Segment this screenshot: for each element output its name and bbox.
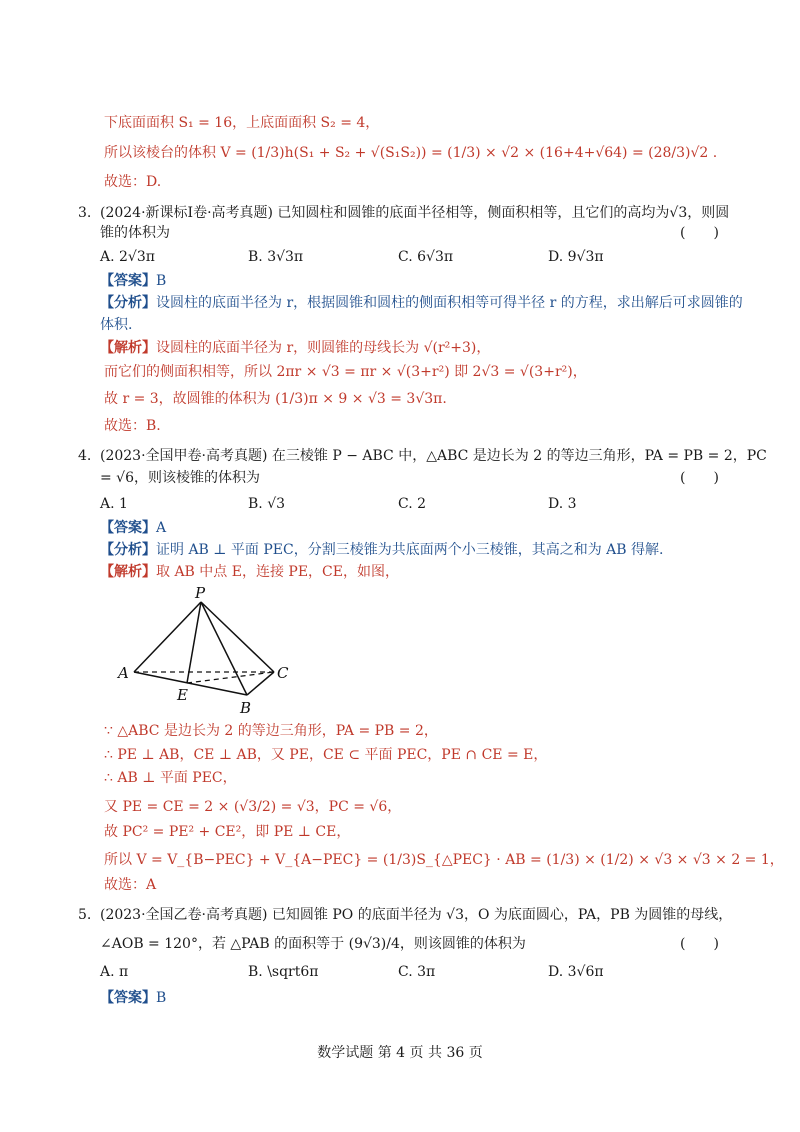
q3-solution-line-1: 设圆柱的底面半径为 r，则圆锥的母线长为 √(r²+3)， bbox=[156, 340, 491, 356]
q5-number: 5. bbox=[78, 907, 92, 923]
q4-option-b: B. √3 bbox=[248, 496, 286, 512]
q3-option-a: A. 2√3π bbox=[100, 249, 155, 265]
q5-option-d: D. 3√6π bbox=[548, 964, 604, 980]
prev-line-2: 所以该棱台的体积 V = (1/3)h(S₁ + S₂ + √(S₁S₂)) = (1/3) × √2 × (16+4+√64) = (28/3)√2 . bbox=[104, 145, 718, 161]
q3-solution-line-2: 而它们的侧面积相等，所以 2πr × √3 = πr × √(3+r²) 即 2√3 = √(3+r²)， bbox=[104, 364, 587, 380]
q3-solution-label: 【解析】 bbox=[100, 340, 156, 356]
q5-answer-label: 【答案】 bbox=[100, 990, 156, 1006]
label-a: A bbox=[118, 664, 129, 682]
page-footer: 数学试题 第 4 页 共 36 页 bbox=[317, 1045, 483, 1061]
q3-answer-value: B bbox=[156, 273, 167, 289]
q4-step-6: 所以 V = V_{B−PEC} + V_{A−PEC} = (1/3)S_{△PEC} · AB = (1/3) × (1/2) × √3 × √3 × 2 = 1， bbox=[104, 852, 784, 868]
label-e: E bbox=[177, 686, 188, 704]
q3-option-c: C. 6√3π bbox=[398, 249, 454, 265]
q3-option-d: D. 9√3π bbox=[548, 249, 604, 265]
q4-solution-label: 【解析】 bbox=[100, 564, 156, 580]
q3-answer-row bbox=[100, 271, 166, 291]
q4-option-a: A. 1 bbox=[100, 496, 128, 512]
edge-ab bbox=[134, 672, 247, 695]
label-c: C bbox=[277, 664, 289, 682]
q4-solution-line-1: 取 AB 中点 E，连接 PE，CE，如图， bbox=[156, 564, 399, 580]
q4-analysis-row bbox=[100, 540, 663, 560]
q3-stem-line-2: 锥的体积为 bbox=[100, 225, 170, 241]
edge-pb bbox=[201, 602, 247, 695]
q3-answer-blank: ( ) bbox=[680, 225, 719, 241]
q4-stem-line-2: = √6，则该棱锥的体积为 bbox=[100, 470, 261, 486]
q5-option-a: A. π bbox=[100, 964, 129, 980]
q4-step-4: 又 PE = CE = 2 × (√3/2) = √3，PC = √6， bbox=[104, 799, 402, 815]
q4-solution-row bbox=[100, 562, 399, 582]
q4-step-5: 故 PC² = PE² + CE²，即 PE ⊥ CE， bbox=[104, 824, 351, 840]
q4-stem-line-1: (2023·全国甲卷·高考真题) 在三棱锥 P − ABC 中，△ABC 是边长为 2 的等边三角形，PA = PB = 2，PC bbox=[100, 448, 767, 464]
q5-answer-row bbox=[100, 988, 166, 1008]
q3-analysis-text: 设圆柱的底面半径为 r，根据圆锥和圆柱的侧面积相等可得半径 r 的方程，求出解后可求圆锥的 bbox=[156, 295, 743, 311]
q4-answer-label: 【答案】 bbox=[100, 520, 156, 536]
q4-step-2: ∴ PE ⊥ AB，CE ⊥ AB，又 PE，CE ⊂ 平面 PEC，PE ∩ CE = E， bbox=[104, 747, 548, 763]
q4-option-c: C. 2 bbox=[398, 496, 427, 512]
q4-answer-value: A bbox=[156, 520, 167, 536]
pyramid-figure bbox=[112, 582, 302, 722]
q3-stem-line-1: (2024·新课标Ⅰ卷·高考真题) 已知圆柱和圆锥的底面半径相等，侧面积相等，且它们的高均为√3，则圆 bbox=[100, 205, 730, 221]
label-p: P bbox=[195, 584, 206, 602]
q5-option-c: C. 3π bbox=[398, 964, 436, 980]
q3-solution-line-3: 故 r = 3，故圆锥的体积为 (1/3)π × 9 × √3 = 3√3π. bbox=[104, 391, 447, 407]
q3-analysis-label: 【分析】 bbox=[100, 295, 156, 311]
label-b: B bbox=[240, 699, 252, 717]
q5-stem-line-1: (2023·全国乙卷·高考真题) 已知圆锥 PO 的底面半径为 √3，O 为底面圆心，PA，PB 为圆锥的母线， bbox=[100, 907, 733, 923]
q4-option-d: D. 3 bbox=[548, 496, 577, 512]
q4-answer-blank: ( ) bbox=[680, 470, 719, 486]
q3-analysis-row bbox=[100, 293, 743, 313]
q3-answer-label: 【答案】 bbox=[100, 273, 156, 289]
q5-stem-line-2: ∠AOB = 120°，若 △PAB 的面积等于 (9√3)/4，则该圆锥的体积为 bbox=[100, 936, 526, 952]
q4-step-3: ∴ AB ⊥ 平面 PEC， bbox=[104, 770, 237, 786]
q3-solution-line-4: 故选：B. bbox=[104, 418, 161, 434]
q3-solution-row bbox=[100, 338, 490, 358]
q5-answer-blank: ( ) bbox=[680, 936, 719, 952]
edge-ec-hidden bbox=[187, 672, 274, 683]
q4-step-1: ∵ △ABC 是边长为 2 的等边三角形，PA = PB = 2， bbox=[104, 723, 438, 739]
q5-option-b: B. \sqrt6π bbox=[248, 964, 319, 980]
q3-option-b: B. 3√3π bbox=[248, 249, 304, 265]
q4-number: 4. bbox=[78, 448, 92, 464]
q4-answer-row bbox=[100, 518, 166, 538]
q4-analysis-text: 证明 AB ⊥ 平面 PEC，分割三棱锥为共底面两个小三棱锥，其高之和为 AB 得解. bbox=[156, 542, 664, 558]
prev-line-1: 下底面面积 S₁ = 16，上底面面积 S₂ = 4， bbox=[104, 115, 380, 131]
q3-number: 3. bbox=[78, 205, 92, 221]
q4-analysis-label: 【分析】 bbox=[100, 542, 156, 558]
q5-answer-value: B bbox=[156, 990, 167, 1006]
q3-analysis-line-2: 体积. bbox=[100, 317, 133, 333]
prev-line-3: 故选：D. bbox=[104, 174, 162, 190]
q4-step-7: 故选：A bbox=[104, 877, 157, 893]
edge-pc bbox=[201, 602, 274, 672]
